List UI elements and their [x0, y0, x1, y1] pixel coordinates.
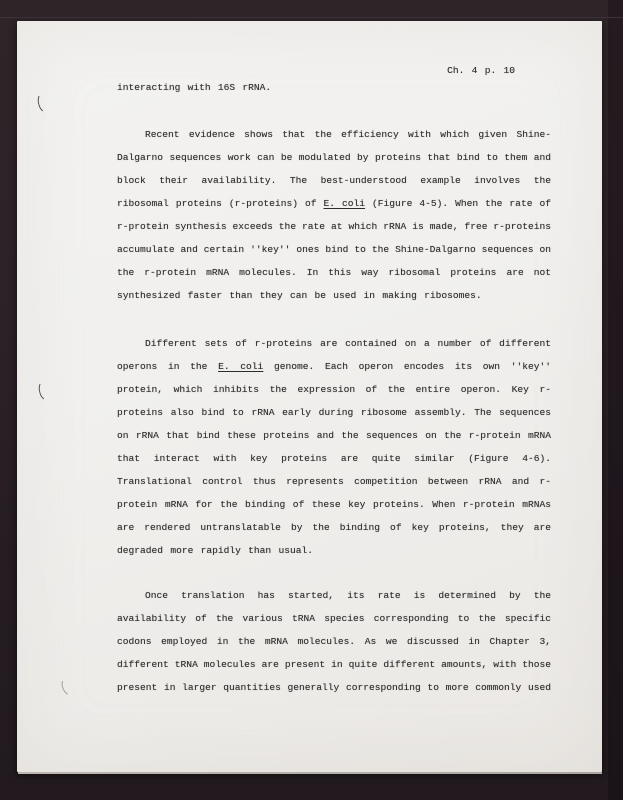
text-line — [117, 607, 551, 630]
text-segment: ribosomal proteins (r-proteins) of — [117, 198, 324, 209]
text-segment: on rRNA that bind these proteins and the sequences on the r-protein mRNA — [117, 430, 551, 441]
text-segment: protein mRNA for the binding of these key proteins. When r-protein mRNAs — [117, 499, 551, 510]
text-segment: the r-protein mRNA molecules. In this way ribosomal proteins are not — [117, 267, 551, 278]
text-segment: degraded more rapidly than usual. — [117, 545, 313, 556]
text-segment: Once translation has started, its rate is determined by the — [145, 590, 551, 601]
text-line — [117, 192, 551, 215]
binder-ring-crescent-icon — [36, 91, 55, 115]
binder-ring-crescent-icon — [59, 674, 80, 698]
text-segment: different tRNA molecules are present in quite different amounts, with those — [117, 659, 551, 670]
text-segment: synthesized faster than they can be used in making ribosomes. — [117, 290, 482, 301]
text-segment: accumulate and certain ''key'' ones bind to the Shine-Dalgarno sequences on — [117, 244, 551, 255]
text-line — [117, 539, 551, 562]
binder-ring-crescent-icon — [37, 379, 56, 403]
text-line — [117, 332, 551, 355]
text-line — [117, 123, 551, 146]
text-segment: present in larger quantities generally corresponding to more commonly used — [117, 682, 551, 693]
text-line — [117, 653, 551, 676]
text-segment: Dalgarno sequences work can be modulated by proteins that bind to them and — [117, 152, 551, 163]
underlined-term: E. coli — [218, 361, 264, 372]
text-segment: codons employed in the mRNA molecules. As we discussed in Chapter 3, — [117, 636, 551, 647]
text-segment: operons in the — [117, 361, 219, 372]
text-line — [117, 355, 551, 378]
paragraph-2 — [117, 332, 551, 562]
background-right-shadow — [608, 0, 623, 800]
text-line — [117, 676, 551, 699]
text-segment: Recent evidence shows that the efficiency with which given Shine- — [145, 129, 551, 140]
text-segment: Different sets of r-proteins are contained on a number of different — [145, 338, 551, 349]
text-line — [117, 238, 551, 261]
underlined-term: E. coli — [323, 198, 366, 209]
paper-stack-edge — [18, 772, 602, 774]
text-line — [117, 284, 551, 307]
text-segment: proteins also bind to rRNA early during ribosome assembly. The sequences — [117, 407, 551, 418]
text-line — [117, 146, 551, 169]
text-line — [117, 169, 551, 192]
text-segment: r-protein synthesis exceeds the rate at which rRNA is made, free r-proteins — [117, 221, 551, 232]
text-line — [117, 516, 551, 539]
text-segment: availability of the various tRNA species corresponding to the specific — [117, 613, 551, 624]
text-line — [117, 401, 551, 424]
text-line — [117, 378, 551, 401]
text-segment: protein, which inhibits the expression of the entire operon. Key r- — [117, 384, 551, 395]
text-segment: are rendered untranslatable by the binding of key proteins, they are — [117, 522, 551, 533]
text-line — [117, 584, 551, 607]
text-segment: genome. Each operon encodes its own ''key'' — [263, 361, 551, 372]
text-line — [117, 630, 551, 653]
paragraph-3 — [117, 584, 551, 699]
text-line — [117, 215, 551, 238]
paragraph-1 — [117, 123, 551, 307]
text-line — [117, 493, 551, 516]
continuation-line: interacting with 16S rRNA. — [117, 82, 272, 93]
text-segment: Translational control thus represents competition between rRNA and r- — [117, 476, 551, 487]
text-segment: block their availability. The best-understood example involves the — [117, 175, 551, 186]
text-segment: (Figure 4-5). When the rate of — [365, 198, 551, 209]
text-line — [117, 470, 551, 493]
text-segment: that interact with key proteins are quite similar (Figure 4-6). — [117, 453, 551, 464]
background-seam-line — [0, 17, 623, 18]
document-page — [17, 21, 602, 772]
page-header: Ch. 4 p. 10 — [447, 65, 515, 76]
text-line — [117, 447, 551, 470]
text-line — [117, 424, 551, 447]
text-line — [117, 261, 551, 284]
